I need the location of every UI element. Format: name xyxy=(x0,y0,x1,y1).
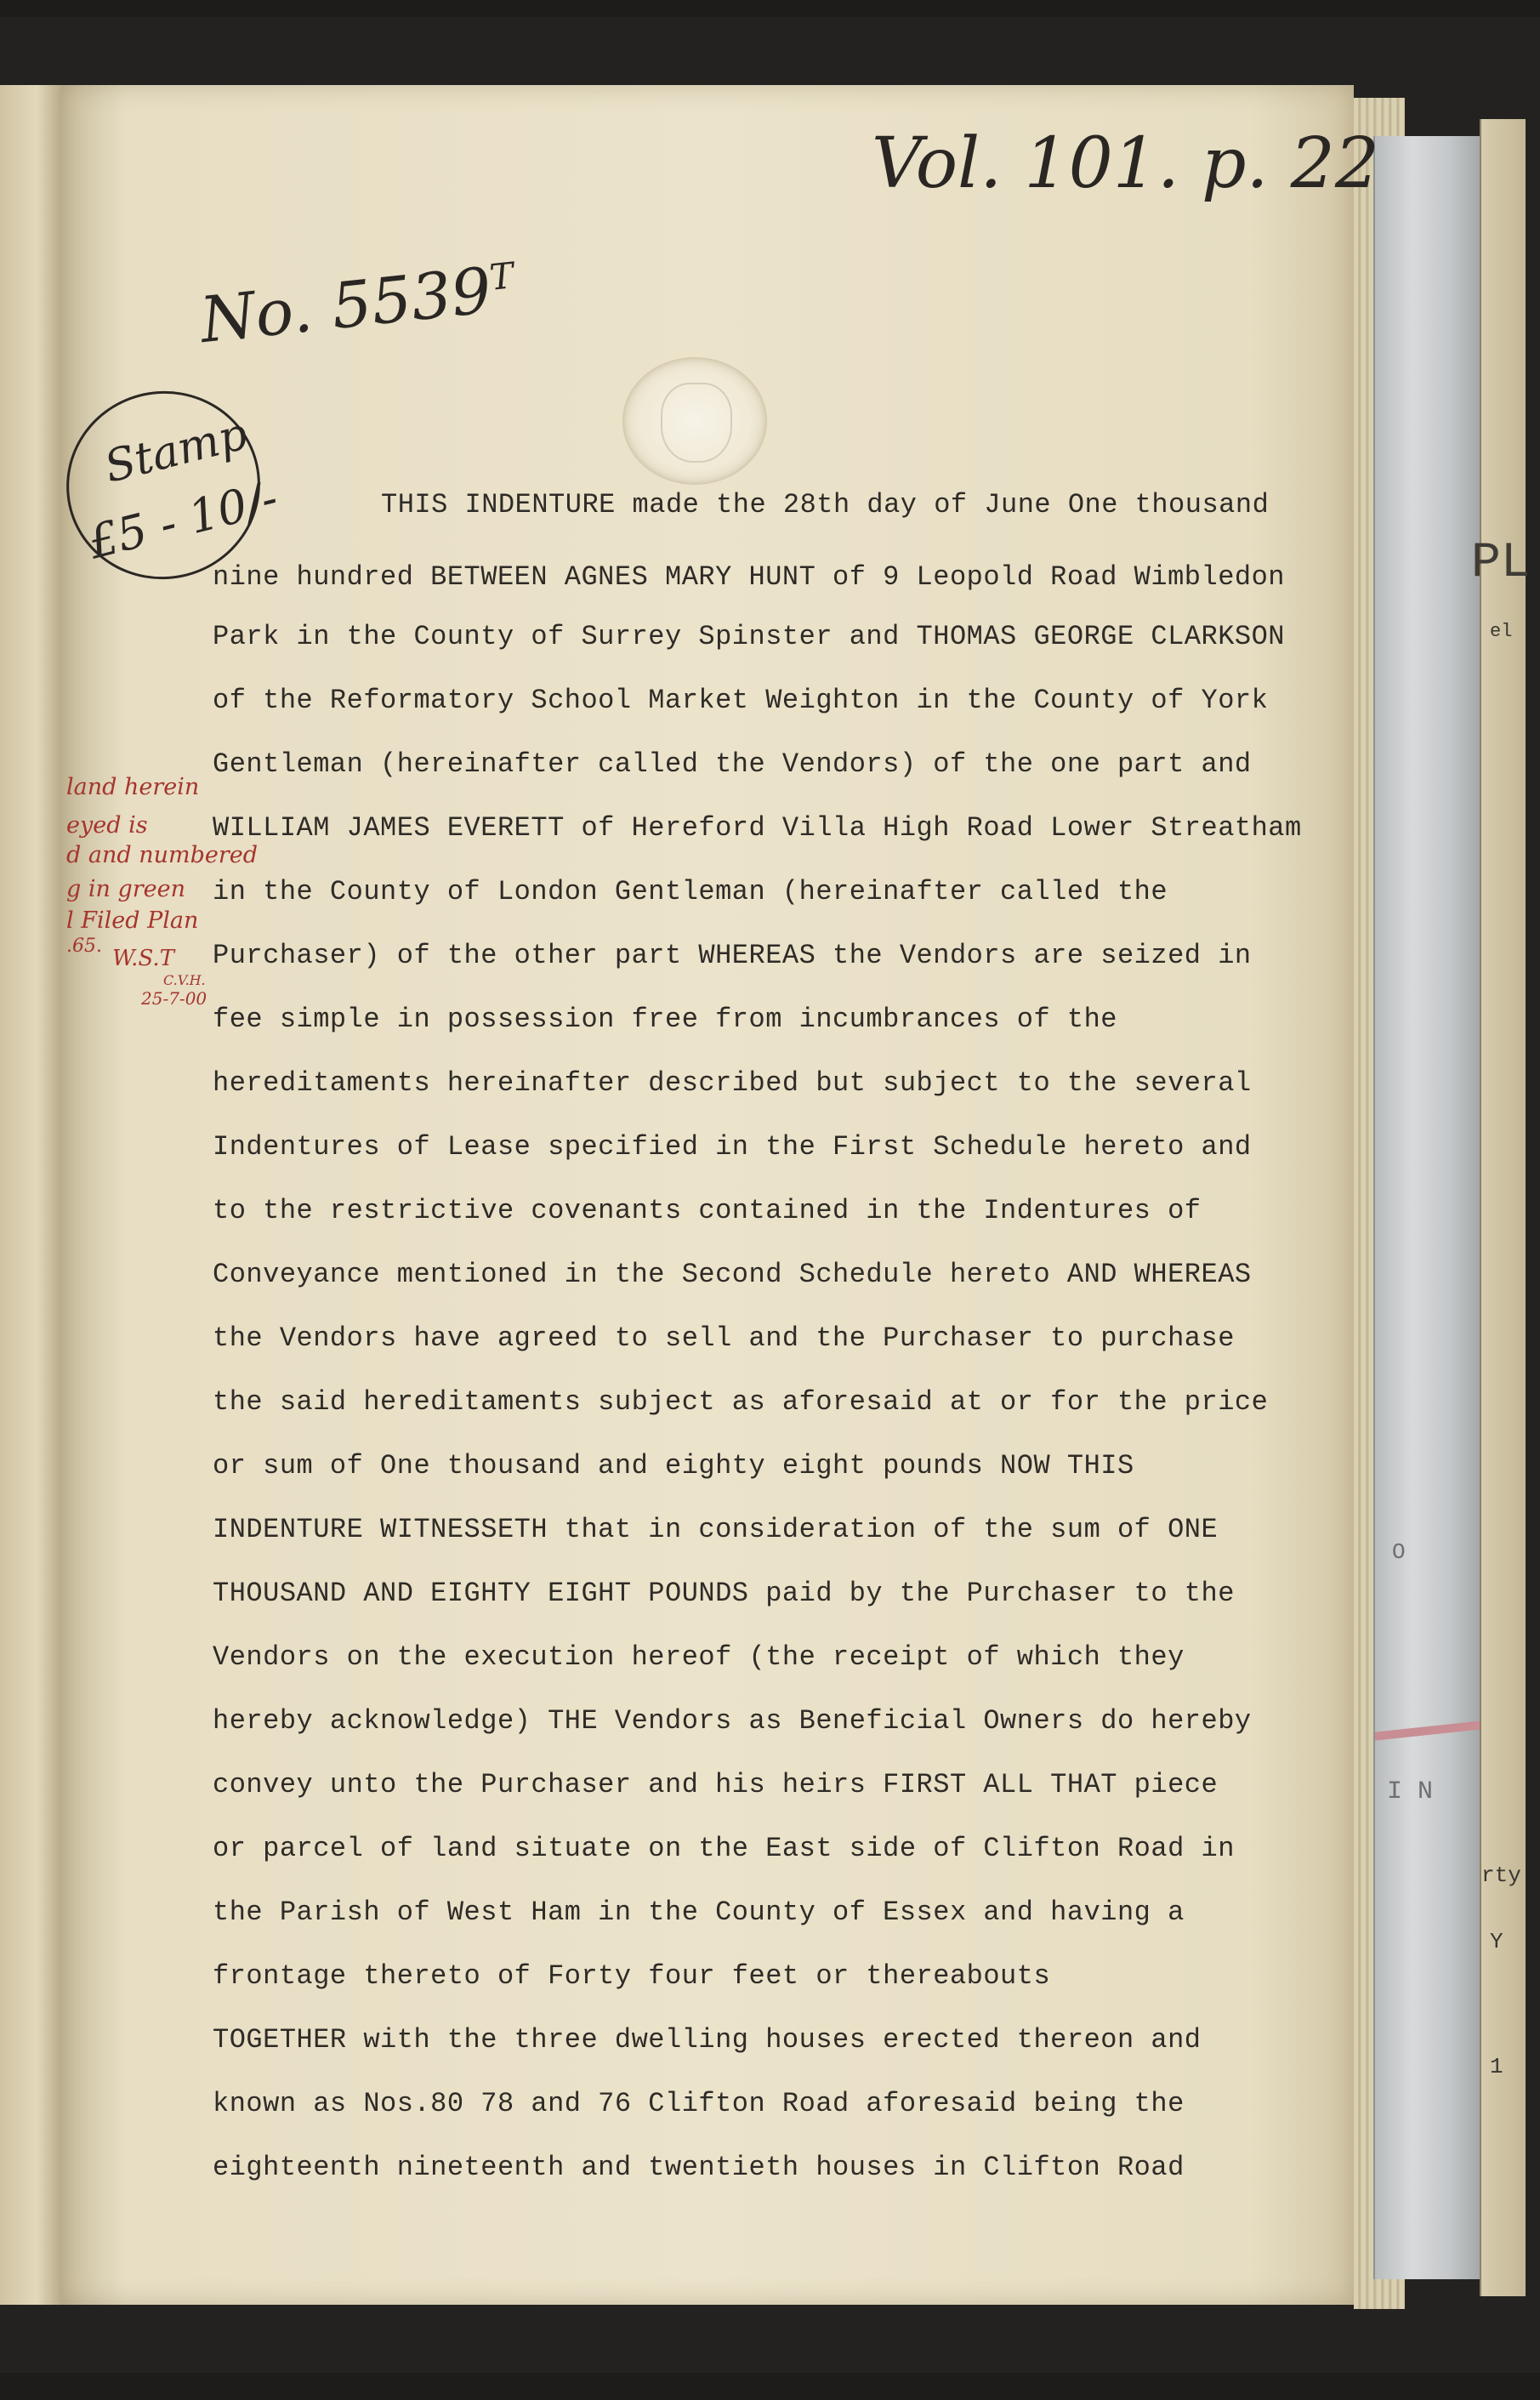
stamp-amount: £5 - 10/- xyxy=(82,470,283,570)
document-number-suffix: T xyxy=(487,254,516,299)
document-number-value: No. 5539 xyxy=(196,253,496,358)
body-line-27: eighteenth nineteenth and twentieth houses in Clifton Road xyxy=(213,2152,1185,2183)
body-line-10: hereditaments hereinafter described but subject to the several xyxy=(213,1067,1252,1099)
index-tab-strip xyxy=(1373,136,1481,2279)
tab-letters-in: I N xyxy=(1387,1777,1434,1806)
body-line-7: in the County of London Gentleman (hereinafter called the xyxy=(213,876,1168,907)
body-line-2: nine hundred BETWEEN AGNES MARY HUNT of 9 Leopold Road Wimbledon xyxy=(213,561,1285,593)
body-line-14: the Vendors have agreed to sell and the Purchaser to purchase xyxy=(213,1322,1235,1354)
body-line-4: of the Reformatory School Market Weighton in the County of York xyxy=(213,685,1269,716)
edge-fragment-pl: PL xyxy=(1471,536,1531,591)
margin-note-line-6: .65. xyxy=(66,936,102,957)
body-line-13: Conveyance mentioned in the Second Schedule hereto AND WHEREAS xyxy=(213,1259,1252,1290)
embossed-seal-icon xyxy=(622,357,767,485)
margin-note-line-2: eyed is xyxy=(66,812,148,839)
margin-note-line-4: g in green xyxy=(66,876,186,902)
tab-letter-o: O xyxy=(1392,1539,1406,1565)
body-line-26: known as Nos.80 78 and 76 Clifton Road aforesaid being the xyxy=(213,2088,1185,2119)
body-line-1: THIS INDENTURE made the 28th day of June One thousand xyxy=(381,489,1270,520)
margin-note-date: 25-7-00 xyxy=(141,988,207,1009)
body-line-5: Gentleman (hereinafter called the Vendors) of the one part and xyxy=(213,748,1252,780)
body-line-20: hereby acknowledge) THE Vendors as Beneficial Owners do hereby xyxy=(213,1705,1252,1737)
body-line-17: INDENTURE WITNESSETH that in consideration of the sum of ONE xyxy=(213,1514,1219,1545)
edge-fragment-el: el xyxy=(1490,621,1513,642)
body-line-6: WILLIAM JAMES EVERETT of Hereford Villa High Road Lower Streatham xyxy=(213,812,1302,844)
margin-note-line-3: d and numbered xyxy=(66,842,259,868)
body-line-9: fee simple in possession free from incumbrances of the xyxy=(213,1004,1117,1035)
body-line-8: Purchaser) of the other part WHEREAS the Vendors are seized in xyxy=(213,940,1252,971)
edge-fragment-y: Y xyxy=(1490,1929,1503,1954)
body-line-15: the said hereditaments subject as aforesaid at or for the price xyxy=(213,1386,1269,1418)
body-line-22: or parcel of land situate on the East side of Clifton Road in xyxy=(213,1833,1235,1864)
margin-note-initials: W.S.T xyxy=(112,946,174,971)
volume-reference: Vol. 101. p. 22 xyxy=(872,123,1380,204)
facing-page-edge xyxy=(0,85,64,2305)
stamp-label: Stamp xyxy=(99,408,253,493)
body-line-21: convey unto the Purchaser and his heirs FIRST ALL THAT piece xyxy=(213,1769,1219,1800)
body-line-23: the Parish of West Ham in the County of Essex and having a xyxy=(213,1897,1185,1928)
tab-pink-stripe xyxy=(1375,1720,1481,1740)
underlying-page-edge xyxy=(1471,119,1531,2296)
margin-note-line-5: l Filed Plan xyxy=(66,907,199,934)
body-line-12: to the restrictive covenants contained in the Indentures of xyxy=(213,1195,1202,1226)
margin-note-initials-sub: C.V.H. xyxy=(163,972,206,988)
edge-fragment-1: 1 xyxy=(1490,2054,1503,2079)
margin-note-line-1: land herein xyxy=(66,774,200,800)
body-line-19: Vendors on the execution hereof (the receipt of which they xyxy=(213,1641,1185,1673)
edge-fragment-rty: rty xyxy=(1481,1863,1521,1888)
body-line-24: frontage thereto of Forty four feet or thereabouts xyxy=(213,1960,1051,1992)
body-line-11: Indentures of Lease specified in the First Schedule hereto and xyxy=(213,1131,1252,1163)
body-line-3: Park in the County of Surrey Spinster and THOMAS GEORGE CLARKSON xyxy=(213,621,1285,652)
body-line-18: THOUSAND AND EIGHTY EIGHT POUNDS paid by the Purchaser to the xyxy=(213,1578,1235,1609)
body-line-25: TOGETHER with the three dwelling houses erected thereon and xyxy=(213,2024,1202,2056)
body-line-16: or sum of One thousand and eighty eight pounds NOW THIS xyxy=(213,1450,1134,1482)
